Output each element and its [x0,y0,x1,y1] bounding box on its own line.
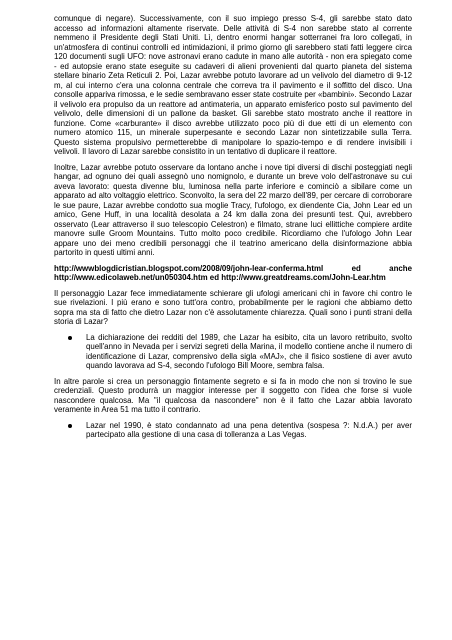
links-separator: ed anche [323,263,412,273]
bullet-icon [68,336,72,340]
list-item-text: La dichiarazione dei redditi del 1989, che Lazar ha esibito, cita un lavoro retribuito, svolto quell'anno in Nevada per i servizi segreti della Marina, il modello contiene anche il numero di identificazione di Lazar, comprensivo della sigla «MAJ», che il fisico sostiene di aver avuto quando lavorava ad S-4, secondo l'ufologo Bill Moore, sembra falsa. [86,332,412,370]
list-item [54,333,412,371]
paragraph-flying-saucer-observation: Inoltre, Lazar avrebbe potuto osservare da lontano anche i nove tipi diversi di dischi posteggiati negli hangar, ad ognuno dei quali assegnò uno nomignolo, e durante un breve volo dell'astronave su cui aveva lavorato: questa divenne blu, luminosa nella parte inferiore e cominciò a sibilare come un apparato ad alto voltaggio elettrico. Sconvolto, la sera del 22 marzo dell'89, per cercare di corroborare le sue paure, Lazar avrebbe condotto sua moglie Tracy, l'ufologo, ex diendente Cia, John Lear ed un amico, Gene Huff, in una località desolata a 24 km dalla zona dei presunti test. Qui, avrebbero osservato (Lear attraverso il suo telescopio Celestron) e filmato, strane luci ellittiche compiere ardite manovre sulle Groom Mountains. Tutto molto poco credibile. Ricordiamo che l'ufologo John Lear appare uno dei meno credibili personaggi che il teatrino americano della disinformazione abbia partorito in questi ultimi anni. [54,162,412,257]
link-greatdreams[interactable]: http://www.greatdreams.com/John-Lear.htm [221,273,386,282]
bullet-icon [68,424,72,428]
links-separator: ed [207,273,222,282]
paragraph-lazar-character: Il personaggio Lazar fece immediatamente schierare gli ufologi americani chi in favore chi contro le sue rivelazioni. I più erano e sono tutt'ora contro, probabilmente per le ragioni che abbiamo detto sopra ma sta di fatto che dietro Lazar non c'è assolutamente chiarezza. Quali sono i punti strani della storia di Lazar? [54,288,412,326]
list-item-text: Lazar nel 1990, è stato condannato ad una pena detentiva (sospesa ?: N.d.A.) per aver partecipato alla gestione di una casa di tolleranza a Las Vegas. [86,420,412,439]
list-item [54,421,412,440]
paragraph-fake-secret-character: In altre parole si crea un personaggio fintamente segreto e si fa in modo che non si trovino le sue credenziali. Questo produrrà un maggior interesse per il soggetto con l'idea che forse si vuole nascondere qualcosa. Ma "il qualcosa da nascondere" non è il fatto che Lazar abbia lavorato veramente in Area 51 ma tutto il contrario. [54,376,412,414]
reference-links [54,264,412,283]
link-edicolaweb[interactable]: http://www.edicolaweb.net/un050304.htm [54,273,208,282]
bullet-list-conviction [54,421,412,440]
bullet-list-tax-return [54,333,412,371]
link-blogdicristian[interactable]: http://wwwblogdicristian.blogspot.com/2008/09/john-lear-conferma.html [54,263,324,273]
paragraph-s4-documents: comunque di negare). Successivamente, con il suo impiego presso S-4, gli sarebbe stato dato accesso ad informazioni altamente riservate. Delle attività di S-4 non sarebbe stato al corrente nemmeno il Presidente degli Stati Uniti. Lì, dentro enormi hangar sotterranei fra loro collegati, in un'atmosfera di continui controlli ed intimidazioni, il primo giorno gli sarebbero stati fatti leggere circa 120 documenti sugli UFO: nove astronavi erano cadute in mano alle autorità - non era spiegato come - ed autopsie erano state eseguite su cadaveri di alieni provenienti dal quarto pianeta del sistema stellare binario Zeta Reticuli 2. Poi, Lazar avrebbe potuto lavorare ad un velivolo del diametro di 9-12 m, al cui interno c'era una colonna centrale che correva tra il pavimento e il soffitto del disco. Una consolle appariva rimossa, e le sedie sembravano esser state costruite per «bambini». Secondo Lazar il velivolo era propulso da un reattore ad antimateria, un apparato emisferico posto sul pavimento del velivolo, delle dimensioni di un pallone da basket. Gli sarebbe stato mostrato anche il reattore in funzione. Come «carburante» il disco avrebbe utilizzato poco più di due etti di un elemento con numero atomico 115, un minerale superpesante e secondo Lazar non sintetizzabile sulla Terra. Questo sistema propulsivo permetterebbe di manipolare lo spazio-tempo e di rendere invisibili i velivoli. Il lavoro di Lazar sarebbe consistito in un tentativo di duplicare il reattore. [54,14,412,156]
